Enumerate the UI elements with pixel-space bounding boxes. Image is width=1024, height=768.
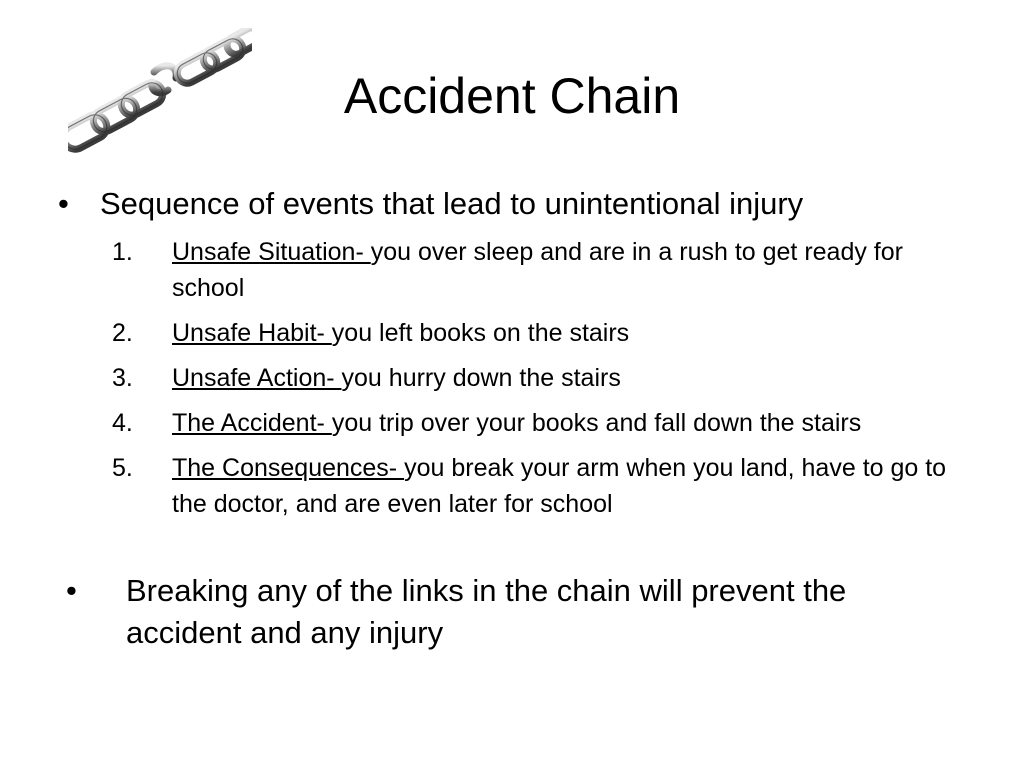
list-item bbox=[112, 360, 972, 396]
step-term: Unsafe Situation- bbox=[172, 238, 371, 266]
intro-bullet-text: Sequence of events that lead to unintentional injury bbox=[100, 186, 804, 221]
list-item bbox=[112, 234, 972, 306]
step-term: Unsafe Action- bbox=[172, 364, 342, 392]
slide-title: Accident Chain bbox=[343, 68, 681, 124]
step-number: 4. bbox=[112, 409, 133, 437]
bullet-marker: • bbox=[58, 186, 69, 221]
list-item bbox=[112, 450, 972, 522]
step-number: 3. bbox=[112, 364, 133, 392]
step-description: you left books on the stairs bbox=[331, 319, 630, 347]
step-number: 1. bbox=[112, 238, 133, 266]
step-description: you break your arm when you land, have to go to the doctor, and are even later for school bbox=[172, 454, 947, 518]
step-term: Unsafe Habit- bbox=[172, 319, 332, 347]
step-description: you trip over your books and fall down the stairs bbox=[331, 409, 862, 437]
step-term: The Consequences- bbox=[172, 454, 405, 482]
list-item bbox=[112, 405, 972, 441]
step-description: you over sleep and are in a rush to get ready for school bbox=[172, 238, 903, 302]
step-number: 5. bbox=[112, 454, 133, 482]
step-description: you hurry down the stairs bbox=[341, 364, 621, 392]
step-number: 2. bbox=[112, 319, 133, 347]
bullet-marker: • bbox=[66, 573, 77, 608]
step-term: The Accident- bbox=[172, 409, 332, 437]
closing-bullet-text: Breaking any of the links in the chain will prevent the accident and any injury bbox=[126, 573, 847, 650]
steps-list bbox=[112, 234, 972, 531]
list-item bbox=[112, 315, 972, 351]
